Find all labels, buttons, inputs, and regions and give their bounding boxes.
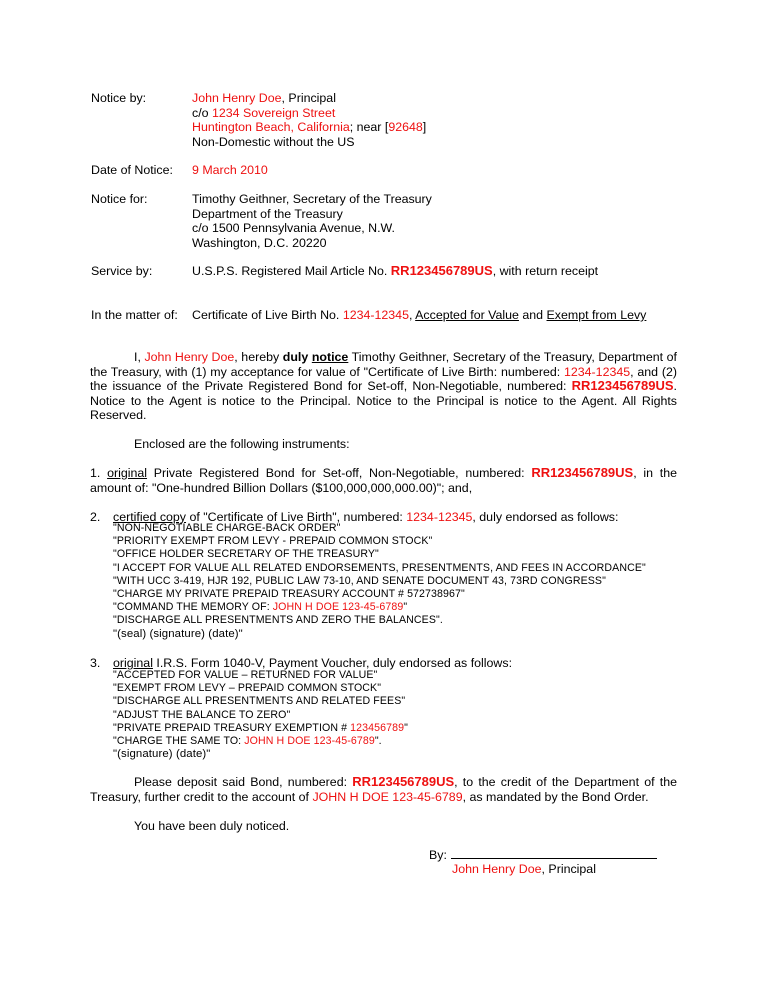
intro-text2: , and (2) the issuance of the Private Registered Bond for Set-off, Non-Negotiable, numbered: — [90, 364, 677, 393]
intro-i: I, — [134, 350, 145, 364]
notice-by-name: John Henry Doe — [192, 91, 282, 105]
notice-by-block — [192, 91, 426, 149]
endorsement-line: "COMMAND THE MEMORY OF: JOHN H DOE 123-45-6789" — [113, 601, 408, 614]
signatory-name: John Henry Doe — [452, 862, 542, 876]
charge-account: JOHN H DOE 123-45-6789 — [244, 735, 375, 748]
deposit-bond-number: RR123456789US — [352, 774, 455, 789]
service-post: , with return receipt — [492, 264, 599, 278]
intro-birth-number: 1234-12345 — [563, 364, 631, 379]
city-state: Huntington Beach, California — [192, 120, 350, 134]
notice-by-label: Notice by: — [91, 91, 147, 105]
exemption-number: 123456789 — [350, 721, 405, 734]
intro-text3: . Notice to the Agent is notice to the Principal. Notice to the Principal is notice to the Agent. All Rights Reserved. — [90, 379, 677, 422]
endorsement-line: "DISCHARGE ALL PRESENTMENTS AND RELATED FEES" — [113, 695, 406, 708]
signature-date-line: "(signature) (date)" — [113, 748, 211, 761]
item-2-birth-number: 1234-12345 — [406, 510, 473, 524]
seal-line: "(seal) (signature) (date)" — [113, 627, 243, 640]
enclosed-text: Enclosed are the following instruments: — [134, 437, 350, 451]
zip-code: 92648 — [388, 120, 423, 134]
endorsement-line: "CHARGE MY PRIVATE PREPAID TREASURY ACCOUNT # 572738967" — [113, 588, 465, 601]
deposit-account: JOHN H DOE 123-45-6789 — [312, 789, 463, 804]
endorsement-line: "I ACCEPT FOR VALUE ALL RELATED ENDORSEMENTS, PRESENTMENTS, AND FEES IN ACCORDANCE" — [113, 561, 646, 574]
deposit-post: , as mandated by the Bond Order. — [462, 789, 649, 804]
endorsement-line: "EXEMPT FROM LEVY – PREPAID COMMON STOCK" — [113, 682, 382, 695]
notice-by-role: , Principal — [281, 91, 336, 105]
signature-rule — [451, 848, 657, 859]
recipient-line: Timothy Geithner, Secretary of the Treasury — [192, 192, 432, 206]
signatory-role: , Principal — [541, 862, 596, 876]
intro-paragraph — [90, 350, 677, 423]
date-label: Date of Notice: — [91, 163, 173, 177]
item-2-text: of "Certificate of Live Birth", numbered: — [186, 510, 407, 524]
deposit-pre: Please deposit said Bond, numbered: — [134, 775, 353, 789]
matter-value — [192, 308, 646, 323]
accepted-for-value: Accepted for Value — [415, 308, 519, 322]
item-1-text2: , in the amount of: "One-hundred Billion Dollars ($100,000,000,000.00)"; and, — [90, 466, 678, 495]
endorsement-line: "CHARGE THE SAME TO: JOHN H DOE 123-45-6789". — [113, 735, 382, 748]
matter-label: In the matter of: — [91, 308, 178, 322]
item-1 — [90, 466, 677, 495]
endorsement-line: "ACCEPTED FOR VALUE – RETURNED FOR VALUE" — [113, 669, 378, 681]
endorsement-line: "OFFICE HOLDER SECRETARY OF THE TREASURY" — [113, 548, 379, 561]
near-text: ; near [ — [349, 120, 389, 134]
item-2-text2: , duly endorsed as follows: — [472, 510, 619, 524]
street-address: 1234 Sovereign Street — [211, 105, 336, 120]
notice-for-block — [192, 192, 432, 250]
matter-pre: Certificate of Live Birth No. — [192, 308, 343, 322]
signature-line — [429, 848, 657, 863]
intro-name: John Henry Doe — [144, 350, 235, 364]
item-2-certified-copy: certified copy — [113, 510, 187, 524]
item-1-bond-number: RR123456789US — [531, 465, 634, 480]
endorsement-line: "NON-NEGOTIABLE CHARGE-BACK ORDER" — [113, 522, 341, 534]
item-1-number: 1. — [90, 466, 108, 480]
intro-duly: duly — [282, 350, 309, 364]
item-3-text: I.R.S. Form 1040-V, Payment Voucher, duly endorsed as follows: — [152, 656, 513, 670]
recipient-line: Washington, D.C. 20220 — [192, 235, 327, 250]
item-2-endorsements — [113, 522, 646, 641]
item-1-original: original — [107, 466, 148, 480]
intro-bond-number: RR123456789US — [571, 378, 674, 393]
item-2-number: 2. — [90, 510, 101, 524]
endorsement-line: "WITH UCC 3-419, HJR 192, PUBLIC LAW 73-10, AND SENATE DOCUMENT 43, 73RD CONGRESS" — [113, 574, 606, 587]
matter-and: and — [518, 308, 547, 322]
deposit-paragraph — [90, 775, 677, 804]
birth-number: 1234-12345 — [342, 308, 409, 322]
item-1-text: Private Registered Bond for Set-off, Non-Negotiable, numbered: — [147, 466, 532, 480]
service-pre: U.S.P.S. Registered Mail Article No. — [192, 264, 391, 278]
intro-text1: Timothy Geithner, Secretary of the Treasury, Department of the Treasury, with (1) my acceptance for value of "Certificate of Live Birth: numbered: — [90, 350, 677, 379]
co-prefix: c/o — [192, 105, 212, 120]
by-label: By: — [429, 848, 447, 862]
memory-name: JOHN H DOE 123-45-6789 — [272, 601, 404, 614]
article-number: RR123456789US — [390, 263, 493, 278]
matter-comma: , — [408, 308, 416, 322]
exempt-from-levy: Exempt from Levy — [546, 308, 647, 322]
intro-notice: notice — [311, 350, 349, 364]
recipient-line: Department of the Treasury — [192, 206, 343, 221]
duly-noticed-text: You have been duly noticed. — [134, 819, 290, 833]
intro-hereby: , hereby — [234, 350, 283, 364]
status-line: Non-Domestic without the US — [192, 134, 355, 149]
endorsement-line: "DISCHARGE ALL PRESENTMENTS AND ZERO THE BALANCES". — [113, 614, 443, 627]
endorsement-line: "PRIORITY EXEMPT FROM LEVY - PREPAID COMMON STOCK" — [113, 535, 433, 548]
service-value — [192, 264, 598, 279]
endorsement-line: "ADJUST THE BALANCE TO ZERO" — [113, 708, 291, 721]
date-value: 9 March 2010 — [192, 163, 268, 177]
service-label: Service by: — [91, 264, 153, 278]
item-3-number: 3. — [90, 656, 101, 670]
item-3-original: original — [113, 656, 153, 670]
signatory — [452, 862, 596, 877]
item-3-endorsements — [113, 669, 408, 761]
recipient-line: c/o 1500 Pennsylvania Avenue, N.W. — [192, 221, 395, 235]
deposit-mid: , to the credit of the Department of the Treasury, further credit to the account of — [90, 775, 677, 804]
zip-close: ] — [422, 120, 427, 134]
notice-for-label: Notice for: — [91, 192, 148, 206]
endorsement-line: "PRIVATE PREPAID TREASURY EXEMPTION # 123456789" — [113, 721, 408, 734]
